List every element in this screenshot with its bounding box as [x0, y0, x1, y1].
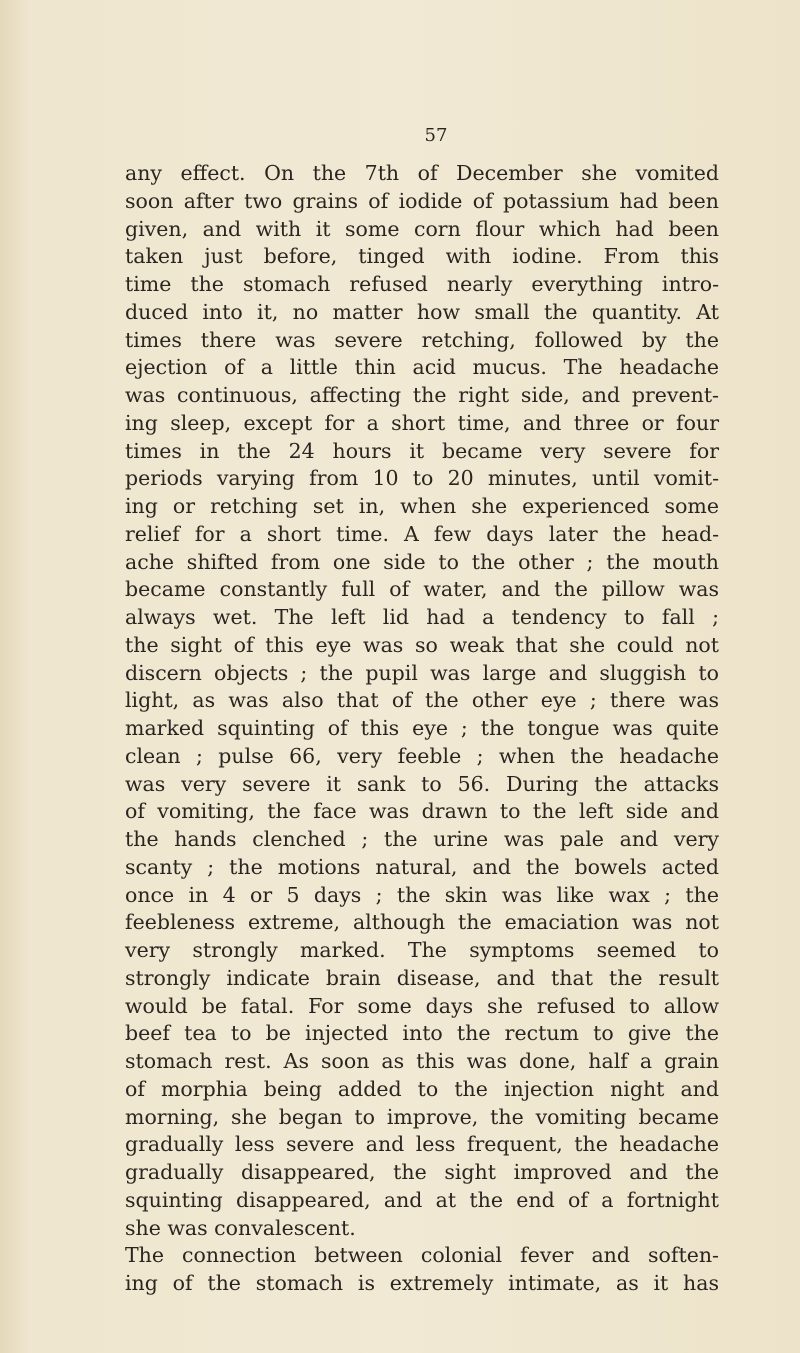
- text-line: gradually disappeared, the sight improved and the: [125, 1160, 719, 1184]
- text-line: was continuous, affecting the right side, and prevent-: [125, 383, 719, 407]
- text-line: strongly indicate brain disease, and that the result: [125, 965, 719, 990]
- text-line: squinting disappeared, and at the end of a fortnight: [125, 1187, 719, 1212]
- text-line: the hands clenched ; the urine was pale and very: [125, 827, 719, 851]
- text-line: scanty ; the motions natural, and the bowels acted: [125, 854, 719, 879]
- text-line: periods varying from 10 to 20 minutes, until vomit-: [125, 466, 719, 491]
- text-line: soon after two grains of iodide of potassium had been: [125, 188, 719, 213]
- text-line: clean ; pulse 66, very feeble ; when the headache: [125, 743, 719, 768]
- text-line: once in 4 or 5 days ; the skin was like wax ; the: [125, 882, 719, 907]
- text-line: stomach rest. As soon as this was done, half a grain: [125, 1049, 719, 1073]
- body-text: [125, 160, 719, 1298]
- text-line: The connection between colonial fever and soften-: [125, 1243, 719, 1268]
- text-line: would be fatal. For some days she refused to allow: [125, 993, 719, 1018]
- text-line: times in the 24 hours it became very severe for: [125, 438, 719, 463]
- text-line: light, as was also that of the other eye ; there was: [125, 688, 719, 713]
- text-line: any effect. On the 7th of December she vomited: [125, 161, 719, 185]
- text-line: taken just before, tinged with iodine. From this: [125, 244, 719, 269]
- text-line: ing or retching set in, when she experienced some: [125, 494, 719, 518]
- text-line: beef tea to be injected into the rectum to give the: [125, 1021, 719, 1046]
- text-line: became constantly full of water, and the pillow was: [125, 577, 719, 602]
- text-line: of morphia being added to the injection night and: [125, 1076, 719, 1101]
- text-line: ejection of a little thin acid mucus. The headache: [125, 355, 719, 380]
- text-line: ing of the stomach is extremely intimate, as it has: [125, 1271, 719, 1295]
- text-line: relief for a short time. A few days later the head-: [125, 521, 719, 546]
- text-line: gradually less severe and less frequent, the headache: [125, 1132, 719, 1157]
- text-line: given, and with it some corn flour which had been: [125, 216, 719, 241]
- text-line: morning, she began to improve, the vomiting became: [125, 1104, 719, 1129]
- text-line: time the stomach refused nearly everything intro-: [125, 272, 719, 296]
- page-number: 57: [424, 125, 448, 146]
- text-line: always wet. The left lid had a tendency to fall ;: [125, 605, 719, 629]
- text-line: discern objects ; the pupil was large and sluggish to: [125, 660, 719, 685]
- text-line: ing sleep, except for a short time, and three or four: [125, 410, 719, 435]
- text-line: was very severe it sank to 56. During the attacks: [125, 771, 719, 796]
- text-line: duced into it, no matter how small the quantity. At: [125, 299, 719, 324]
- text-line: very strongly marked. The symptoms seemed to: [125, 938, 719, 962]
- text-line: times there was severe retching, followed by the: [125, 327, 719, 352]
- text-line: feebleness extreme, although the emaciation was not: [125, 910, 719, 935]
- text-line: the sight of this eye was so weak that she could not: [125, 632, 719, 657]
- text-line: she was convalescent.: [125, 1215, 356, 1240]
- text-line: ache shifted from one side to the other ; the mouth: [125, 549, 719, 574]
- text-line: of vomiting, the face was drawn to the left side and: [125, 799, 719, 824]
- text-line: marked squinting of this eye ; the tongue was quite: [125, 716, 719, 740]
